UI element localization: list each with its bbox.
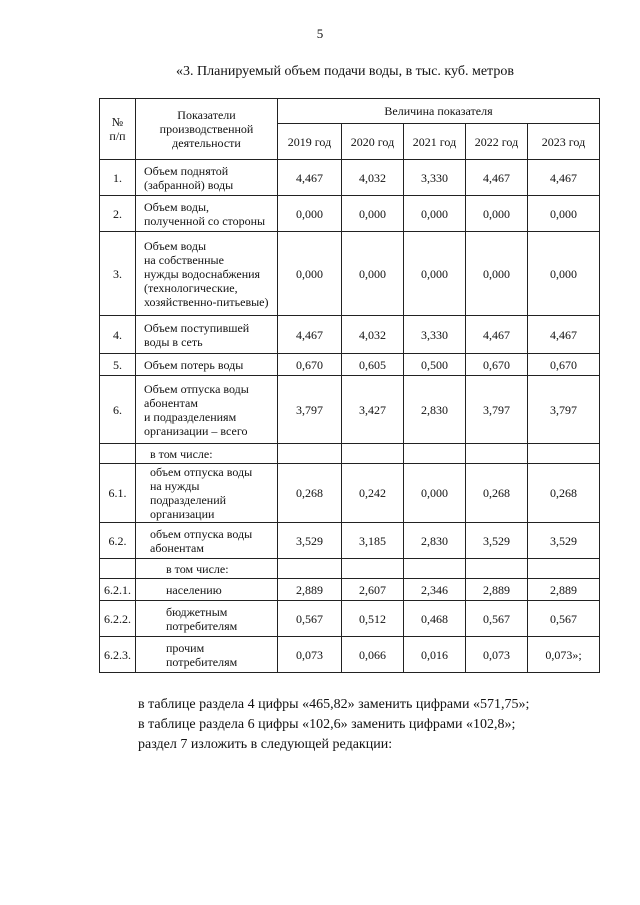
row-indicator: населению (136, 579, 278, 601)
value-cell: 0,500 (404, 354, 466, 376)
table-row (100, 160, 600, 196)
header-num: № п/п (100, 99, 136, 160)
value-cell: 0,073 (466, 637, 528, 673)
header-year: 2023 год (528, 124, 600, 160)
row-indicator: Объем воды, полученной со стороны (136, 196, 278, 232)
header-year: 2021 год (404, 124, 466, 160)
value-cell: 0,605 (342, 354, 404, 376)
value-cell: 3,797 (466, 376, 528, 444)
value-cell: 3,427 (342, 376, 404, 444)
value-cell: 0,268 (278, 464, 342, 523)
table-row (100, 376, 600, 444)
value-cell: 0,000 (278, 196, 342, 232)
row-indicator: в том числе: (136, 444, 278, 464)
water-supply-volume-table (99, 98, 600, 673)
note-line: в таблице раздела 6 цифры «102,6» заменить цифрами «102,8»; (138, 717, 516, 732)
value-cell: 2,889 (466, 579, 528, 601)
header-year: 2022 год (466, 124, 528, 160)
value-cell: 4,467 (278, 316, 342, 354)
value-cell: 4,467 (466, 160, 528, 196)
value-cell (466, 444, 528, 464)
value-cell: 4,467 (466, 316, 528, 354)
value-cell: 2,830 (404, 376, 466, 444)
value-cell (278, 559, 342, 579)
row-indicator: Объем отпуска воды абонентам и подразделениям организации – всего (136, 376, 278, 444)
value-cell: 0,073 (278, 637, 342, 673)
table-row (100, 232, 600, 316)
row-number (100, 444, 136, 464)
value-cell: 0,268 (528, 464, 600, 523)
amendment-notes (138, 695, 529, 755)
value-cell: 3,330 (404, 160, 466, 196)
row-number: 1. (100, 160, 136, 196)
row-number: 6. (100, 376, 136, 444)
row-number: 6.2.3. (100, 637, 136, 673)
value-cell: 0,000 (342, 196, 404, 232)
header-value-group: Величина показателя (278, 99, 600, 124)
row-number (100, 559, 136, 579)
row-number: 5. (100, 354, 136, 376)
value-cell: 0,000 (528, 232, 600, 316)
value-cell: 3,797 (278, 376, 342, 444)
row-indicator: в том числе: (136, 559, 278, 579)
value-cell: 0,000 (278, 232, 342, 316)
value-cell: 0,066 (342, 637, 404, 673)
page-number: 5 (316, 26, 324, 41)
value-cell (342, 559, 404, 579)
value-cell: 3,797 (528, 376, 600, 444)
value-cell: 4,032 (342, 160, 404, 196)
row-indicator: объем отпуска воды на нужды подразделений организации (136, 464, 278, 523)
value-cell (278, 444, 342, 464)
value-cell: 0,016 (404, 637, 466, 673)
table-row (100, 444, 600, 464)
value-cell: 0,567 (278, 601, 342, 637)
value-cell: 0,512 (342, 601, 404, 637)
value-cell (466, 559, 528, 579)
row-number: 6.2.2. (100, 601, 136, 637)
value-cell (404, 444, 466, 464)
row-number: 6.2.1. (100, 579, 136, 601)
value-cell: 2,607 (342, 579, 404, 601)
value-cell: 3,529 (278, 523, 342, 559)
row-number: 6.1. (100, 464, 136, 523)
value-cell: 0,000 (342, 232, 404, 316)
value-cell: 2,889 (528, 579, 600, 601)
value-cell: 0,670 (466, 354, 528, 376)
value-cell (342, 444, 404, 464)
note-line: в таблице раздела 4 цифры «465,82» заменить цифрами «571,75»; (138, 697, 530, 712)
value-cell: 0,000 (528, 196, 600, 232)
header-indicator: Показатели производственной деятельности (136, 99, 278, 160)
value-cell: 3,185 (342, 523, 404, 559)
value-cell: 0,073»; (528, 637, 600, 673)
value-cell: 2,830 (404, 523, 466, 559)
row-number: 6.2. (100, 523, 136, 559)
value-cell: 3,529 (528, 523, 600, 559)
table-row (100, 316, 600, 354)
value-cell: 0,670 (278, 354, 342, 376)
section-title: «3. Планируемый объем подачи воды, в тыс. куб. метров (176, 64, 514, 79)
value-cell (528, 444, 600, 464)
value-cell: 2,889 (278, 579, 342, 601)
row-indicator: прочим потребителям (136, 637, 278, 673)
table-row (100, 601, 600, 637)
value-cell: 0,268 (466, 464, 528, 523)
table-row (100, 559, 600, 579)
value-cell: 0,000 (404, 196, 466, 232)
table-row (100, 579, 600, 601)
note-line: раздел 7 изложить в следующей редакции: (138, 737, 393, 752)
value-cell: 0,567 (528, 601, 600, 637)
value-cell: 0,468 (404, 601, 466, 637)
value-cell: 4,467 (278, 160, 342, 196)
value-cell: 0,000 (404, 464, 466, 523)
table-row (100, 637, 600, 673)
table-row (100, 464, 600, 523)
value-cell: 0,567 (466, 601, 528, 637)
value-cell (528, 559, 600, 579)
value-cell (404, 559, 466, 579)
value-cell: 4,467 (528, 316, 600, 354)
value-cell: 0,000 (466, 232, 528, 316)
table-row (100, 523, 600, 559)
row-indicator: бюджетным потребителям (136, 601, 278, 637)
row-number: 4. (100, 316, 136, 354)
value-cell: 2,346 (404, 579, 466, 601)
row-indicator: Объем поступившей воды в сеть (136, 316, 278, 354)
value-cell: 0,242 (342, 464, 404, 523)
value-cell: 0,000 (466, 196, 528, 232)
row-indicator: Объем поднятой (забранной) воды (136, 160, 278, 196)
row-indicator: Объем воды на собственные нужды водоснабжения (технологические, хозяйственно-питьевые) (136, 232, 278, 316)
value-cell: 3,529 (466, 523, 528, 559)
value-cell: 0,000 (404, 232, 466, 316)
row-number: 3. (100, 232, 136, 316)
row-indicator: объем отпуска воды абонентам (136, 523, 278, 559)
table-row (100, 354, 600, 376)
value-cell: 0,670 (528, 354, 600, 376)
value-cell: 4,032 (342, 316, 404, 354)
row-number: 2. (100, 196, 136, 232)
value-cell: 4,467 (528, 160, 600, 196)
value-cell: 3,330 (404, 316, 466, 354)
header-year: 2019 год (278, 124, 342, 160)
row-indicator: Объем потерь воды (136, 354, 278, 376)
header-year: 2020 год (342, 124, 404, 160)
table-row (100, 196, 600, 232)
